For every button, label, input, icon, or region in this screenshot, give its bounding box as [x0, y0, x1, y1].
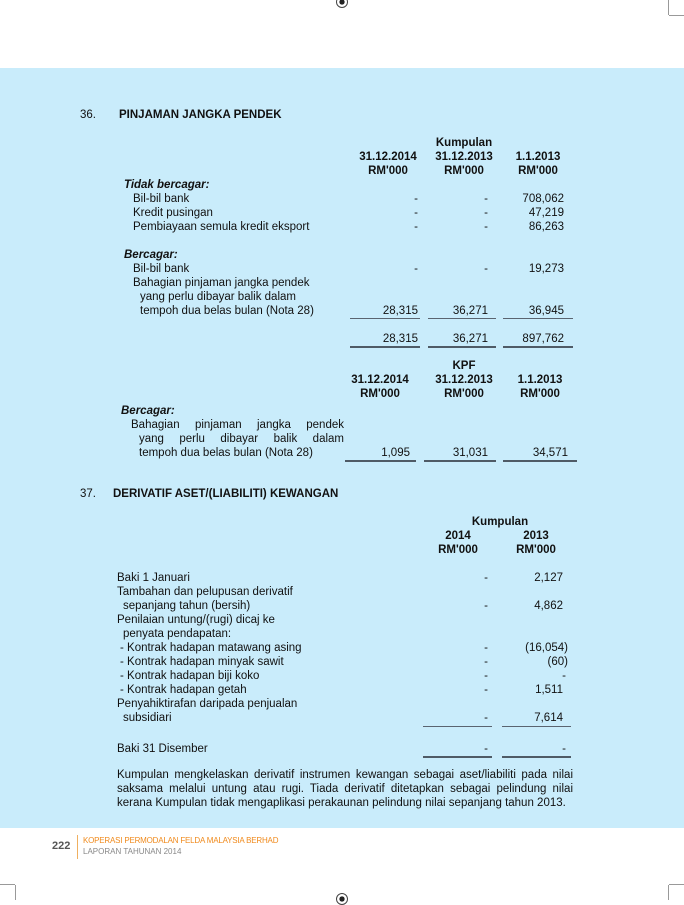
- company-secured-heading: Bercagar:: [121, 405, 175, 417]
- cell-value: -: [484, 656, 488, 668]
- crop-mark-icon: [668, 0, 669, 15]
- crop-mark-icon: [669, 15, 684, 16]
- company-col2-date: 31.12.2013: [435, 374, 493, 386]
- cell-value: -: [484, 263, 488, 275]
- total-rule: [423, 756, 492, 758]
- total-rule: [502, 756, 571, 758]
- cell-value: -: [414, 221, 418, 233]
- row-label: penyata pendapatan:: [123, 628, 232, 640]
- group-col1-unit: RM'000: [368, 165, 408, 177]
- total-rule: [503, 460, 577, 462]
- company-col1-unit: RM'000: [360, 388, 400, 400]
- note-37-number: 37.: [80, 488, 96, 500]
- cell-value: 1,511: [535, 684, 563, 696]
- company-col1-date: 31.12.2014: [351, 374, 409, 386]
- crop-mark-icon: [668, 885, 669, 900]
- row-label: Penyahiktirafan daripada penjualan: [117, 698, 298, 710]
- crop-mark-icon: [0, 884, 15, 885]
- group-col3-date: 1.1.2013: [515, 151, 561, 163]
- total-value: 36,271: [452, 333, 488, 345]
- cell-value: -: [484, 684, 488, 696]
- crop-mark-icon: [669, 884, 684, 885]
- subtotal-rule: [350, 318, 420, 319]
- row-label: sepanjang tahun (bersih): [123, 600, 251, 612]
- cell-value: (60): [547, 656, 568, 668]
- derivative-col2-year: 2013: [523, 530, 549, 542]
- row-label: Pembiayaan semula kredit eksport: [133, 221, 310, 233]
- cell-value: -: [484, 207, 488, 219]
- company-col3-date: 1.1.2013: [517, 374, 563, 386]
- cell-value: (16,054): [525, 642, 568, 654]
- cell-value: 47,219: [528, 207, 564, 219]
- cell-value: 34,571: [532, 447, 568, 459]
- row-label: tempoh dua belas bulan (Nota 28): [139, 447, 313, 459]
- cell-value: -: [484, 572, 488, 584]
- footer-organisation: KOPERASI PERMODALAN FELDA MALAYSIA BERHAD: [83, 836, 279, 845]
- cell-value: -: [484, 712, 488, 724]
- row-label: Bahagian pinjaman jangka pendek: [133, 277, 310, 289]
- total-rule: [424, 460, 496, 462]
- subtotal-rule: [423, 726, 492, 727]
- cell-value: 19,273: [528, 263, 564, 275]
- company-col2-unit: RM'000: [444, 388, 484, 400]
- subtotal-rule: [502, 726, 571, 727]
- note-37-title: DERIVATIF ASET/(LIABILITI) KEWANGAN: [113, 488, 339, 500]
- cell-value: -: [484, 600, 488, 612]
- row-label: - Kontrak hadapan minyak sawit: [120, 656, 284, 668]
- row-label: yang perlu dibayar balik dalam: [140, 291, 296, 303]
- cell-value: 2,127: [534, 572, 563, 584]
- row-label: Penilaian untung/(rugi) dicaj ke: [117, 614, 275, 626]
- total-rule: [350, 346, 420, 348]
- cell-value: 31,031: [452, 447, 488, 459]
- cell-value: 7,614: [534, 712, 563, 724]
- cell-value: -: [414, 207, 418, 219]
- footer-divider: [77, 835, 78, 859]
- closing-value: -: [562, 743, 566, 755]
- derivative-entity-header: Kumpulan: [471, 516, 529, 528]
- cell-value: 86,263: [528, 221, 564, 233]
- footer-report-title: LAPORAN TAHUNAN 2014: [83, 847, 182, 856]
- group-col2-unit: RM'000: [444, 165, 484, 177]
- derivative-col1-unit: RM'000: [438, 544, 478, 556]
- row-label: Bil-bil bank: [133, 263, 190, 275]
- secured-heading: Bercagar:: [124, 249, 178, 261]
- cell-value: -: [484, 642, 488, 654]
- closing-balance-label: Baki 31 Disember: [117, 743, 208, 755]
- row-label: Kredit pusingan: [133, 207, 213, 219]
- total-value: 897,762: [522, 333, 564, 345]
- row-label: Bil-bil bank: [133, 193, 190, 205]
- row-label: tempoh dua belas bulan (Nota 28): [140, 305, 314, 317]
- company-col3-unit: RM'000: [520, 388, 560, 400]
- cell-value: 36,945: [528, 305, 564, 317]
- cell-value: 28,315: [382, 305, 418, 317]
- total-rule: [503, 346, 573, 348]
- note-36-number: 36.: [80, 109, 96, 121]
- total-value: 28,315: [382, 333, 418, 345]
- derivative-col2-unit: RM'000: [516, 544, 556, 556]
- registration-mark-icon: [336, 893, 348, 905]
- crop-mark-icon: [15, 885, 16, 900]
- cell-value: 4,862: [534, 600, 563, 612]
- group-entity-header: Kumpulan: [435, 137, 493, 149]
- cell-value: -: [414, 263, 418, 275]
- subtotal-rule: [503, 318, 573, 319]
- subtotal-rule: [428, 318, 496, 319]
- unsecured-heading: Tidak bercagar:: [124, 179, 210, 191]
- cell-value: 1,095: [381, 447, 410, 459]
- row-label: - Kontrak hadapan biji koko: [120, 670, 260, 682]
- row-label: Bahagian pinjaman jangka pendek: [131, 419, 344, 431]
- page-number: 222: [52, 840, 71, 852]
- row-label: Tambahan dan pelupusan derivatif: [117, 586, 293, 598]
- derivative-col1-year: 2014: [445, 530, 471, 542]
- derivative-explanation-paragraph: Kumpulan mengkelaskan derivatif instrumen kewangan sebagai aset/liabiliti pada nilai saksama melalui untung atau rugi. Tiada derivatif ditetapkan sebagai pelindung nilai kerana Kumpulan tidak mengaplikasi perakaunan pelindung nilai sepanjang tahun 2013.: [117, 769, 573, 809]
- row-label: Baki 1 Januari: [117, 572, 190, 584]
- row-label: - Kontrak hadapan getah: [120, 684, 247, 696]
- total-rule: [428, 346, 496, 348]
- total-rule: [345, 460, 416, 462]
- registration-mark-icon: [336, 0, 348, 8]
- row-label: yang perlu dibayar balik dalam: [139, 433, 344, 445]
- company-entity-header: KPF: [452, 360, 476, 372]
- row-label: - Kontrak hadapan matawang asing: [120, 642, 302, 654]
- cell-value: 708,062: [522, 193, 564, 205]
- cell-value: -: [562, 670, 566, 682]
- cell-value: -: [484, 670, 488, 682]
- cell-value: 36,271: [452, 305, 488, 317]
- cell-value: -: [484, 193, 488, 205]
- group-col1-date: 31.12.2014: [359, 151, 417, 163]
- note-36-title: PINJAMAN JANGKA PENDEK: [119, 109, 282, 121]
- row-label: subsidiari: [123, 712, 172, 724]
- closing-value: -: [484, 743, 488, 755]
- cell-value: -: [484, 221, 488, 233]
- cell-value: -: [414, 193, 418, 205]
- group-col2-date: 31.12.2013: [435, 151, 493, 163]
- group-col3-unit: RM'000: [518, 165, 558, 177]
